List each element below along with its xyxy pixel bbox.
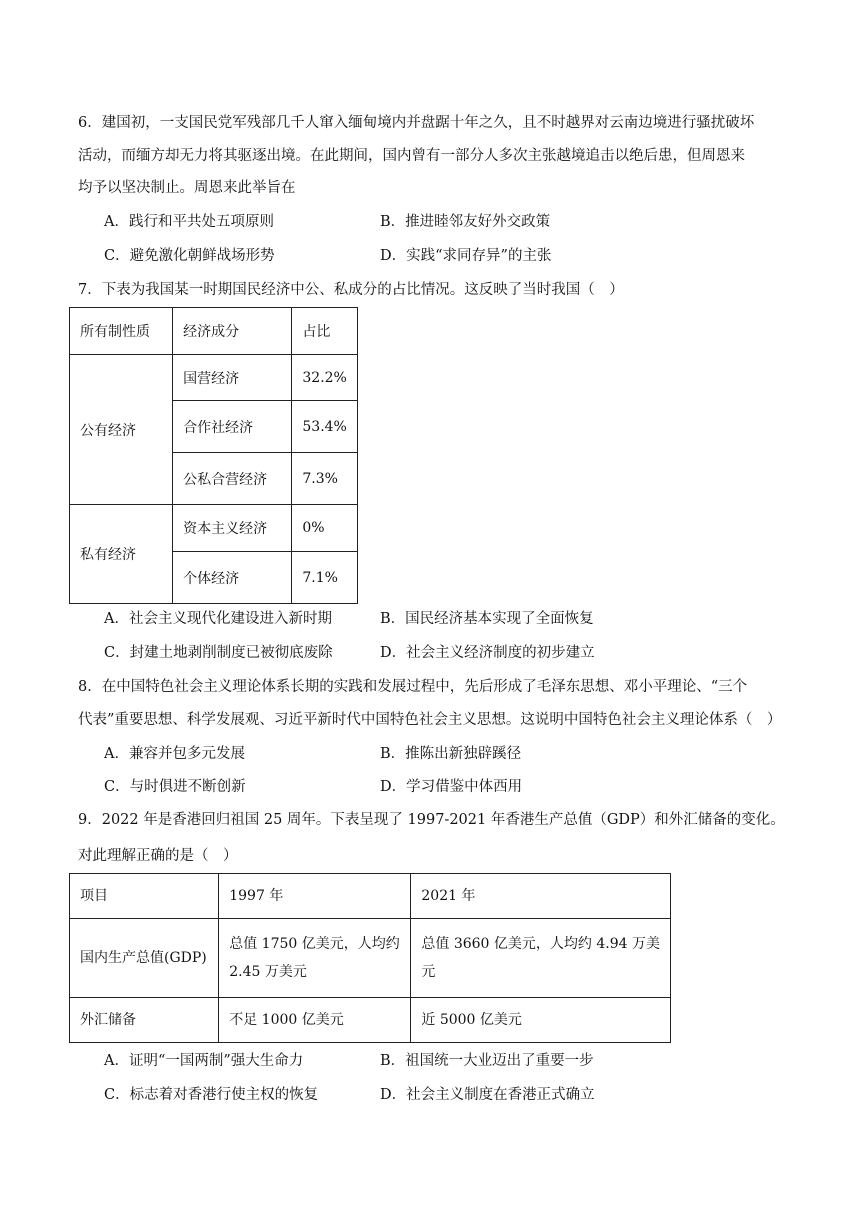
table-row — [70, 355, 358, 401]
q7-option-d[interactable]: D．社会主义经济制度的初步建立 — [380, 645, 595, 661]
table-group-cell: 公有经济 — [70, 355, 173, 505]
table-cell: 外汇储备 — [70, 998, 219, 1043]
table-row — [70, 998, 671, 1043]
table-cell: 国内生产总值(GDP) — [70, 919, 219, 998]
table-header-cell: 占比 — [292, 308, 358, 355]
table-cell: 7.1% — [292, 552, 358, 604]
q6-stem-line-1: 6．建国初，一支国民党军残部几千人窜入缅甸境内并盘踞十年之久，且不时越界对云南边境进行骚扰破坏 — [78, 115, 755, 131]
table-row — [70, 505, 358, 552]
table-group-cell: 私有经济 — [70, 505, 173, 604]
table-cell — [219, 919, 411, 998]
q9-stem-line-1: 9．2022 年是香港回归祖国 25 周年。下表呈现了 1997-2021 年香港生产总值（GDP）和外汇储备的变化。 — [78, 812, 785, 828]
q6-option-b[interactable]: B．推进睦邻友好外交政策 — [380, 214, 551, 230]
table-row — [70, 919, 671, 998]
q6-option-d[interactable]: D．实践“求同存异”的主张 — [380, 248, 552, 264]
table-cell: 资本主义经济 — [173, 505, 292, 552]
table-header-row — [70, 874, 671, 919]
q9-option-c[interactable]: C．标志着对香港行使主权的恢复 — [104, 1087, 319, 1103]
q7-option-a[interactable]: A．社会主义现代化建设进入新时期 — [104, 611, 332, 627]
q7-option-c[interactable]: C．封建土地剥削制度已被彻底废除 — [104, 645, 333, 661]
q7-ownership-table — [69, 307, 358, 604]
table-cell: 国营经济 — [173, 355, 292, 401]
table-header-row — [70, 308, 358, 355]
table-cell: 公私合营经济 — [173, 453, 292, 505]
table-cell: 53.4% — [292, 401, 358, 453]
q8-option-c[interactable]: C．与时俱进不断创新 — [104, 779, 246, 795]
q9-option-b[interactable]: B．祖国统一大业迈出了重要一步 — [380, 1053, 594, 1069]
q7-option-b[interactable]: B．国民经济基本实现了全面恢复 — [380, 611, 594, 627]
q9-option-d[interactable]: D．社会主义制度在香港正式确立 — [380, 1087, 595, 1103]
q9-option-a[interactable]: A．证明“一国两制”强大生命力 — [104, 1053, 304, 1069]
table-cell: 个体经济 — [173, 552, 292, 604]
cell-text-line: 2.45 万美元 — [229, 964, 307, 980]
q8-option-a[interactable]: A．兼容并包多元发展 — [104, 746, 245, 762]
q8-stem-line-1: 8．在中国特色社会主义理论体系长期的实践和发展过程中，先后形成了毛泽东思想、邓小平理论、“三个 — [78, 679, 748, 695]
q8-stem-line-2: 代表”重要思想、科学发展观、习近平新时代中国特色社会主义思想。这说明中国特色社会主义理论体系（ ） — [78, 712, 782, 728]
q8-option-d[interactable]: D．学习借鉴中体西用 — [380, 779, 523, 795]
q6-option-a[interactable]: A．践行和平共处五项原则 — [104, 214, 274, 230]
q8-option-b[interactable]: B．推陈出新独辟蹊径 — [380, 746, 522, 762]
table-cell: 0% — [292, 505, 358, 552]
table-header-cell: 1997 年 — [219, 874, 411, 919]
table-header-cell: 所有制性质 — [70, 308, 173, 355]
cell-text-line: 总值 3660 亿美元，人均约 4.94 万美 — [421, 936, 660, 952]
q6-stem-line-3: 均予以坚决制止。周恩来此举旨在 — [78, 180, 296, 196]
table-cell: 32.2% — [292, 355, 358, 401]
table-cell: 7.3% — [292, 453, 358, 505]
table-header-cell: 项目 — [70, 874, 219, 919]
cell-text-line: 总值 1750 亿美元，人均约 — [229, 936, 400, 952]
q9-stem-line-2: 对此理解正确的是（ ） — [78, 848, 238, 864]
q7-stem-line-1: 7．下表为我国某一时期国民经济中公、私成分的占比情况。这反映了当时我国（ ） — [78, 282, 624, 298]
q6-stem-line-2: 活动，而缅方却无力将其驱逐出境。在此期间，国内曾有一部分人多次主张越境追击以绝后患，但周恩来 — [78, 148, 745, 164]
table-header-cell: 2021 年 — [411, 874, 671, 919]
cell-text-line: 元 — [421, 964, 436, 980]
table-cell: 近 5000 亿美元 — [411, 998, 671, 1043]
table-cell — [411, 919, 671, 998]
table-cell: 合作社经济 — [173, 401, 292, 453]
q6-option-c[interactable]: C．避免激化朝鲜战场形势 — [104, 248, 275, 264]
table-cell: 不足 1000 亿美元 — [219, 998, 411, 1043]
table-header-cell: 经济成分 — [173, 308, 292, 355]
q9-hongkong-table — [69, 873, 671, 1043]
